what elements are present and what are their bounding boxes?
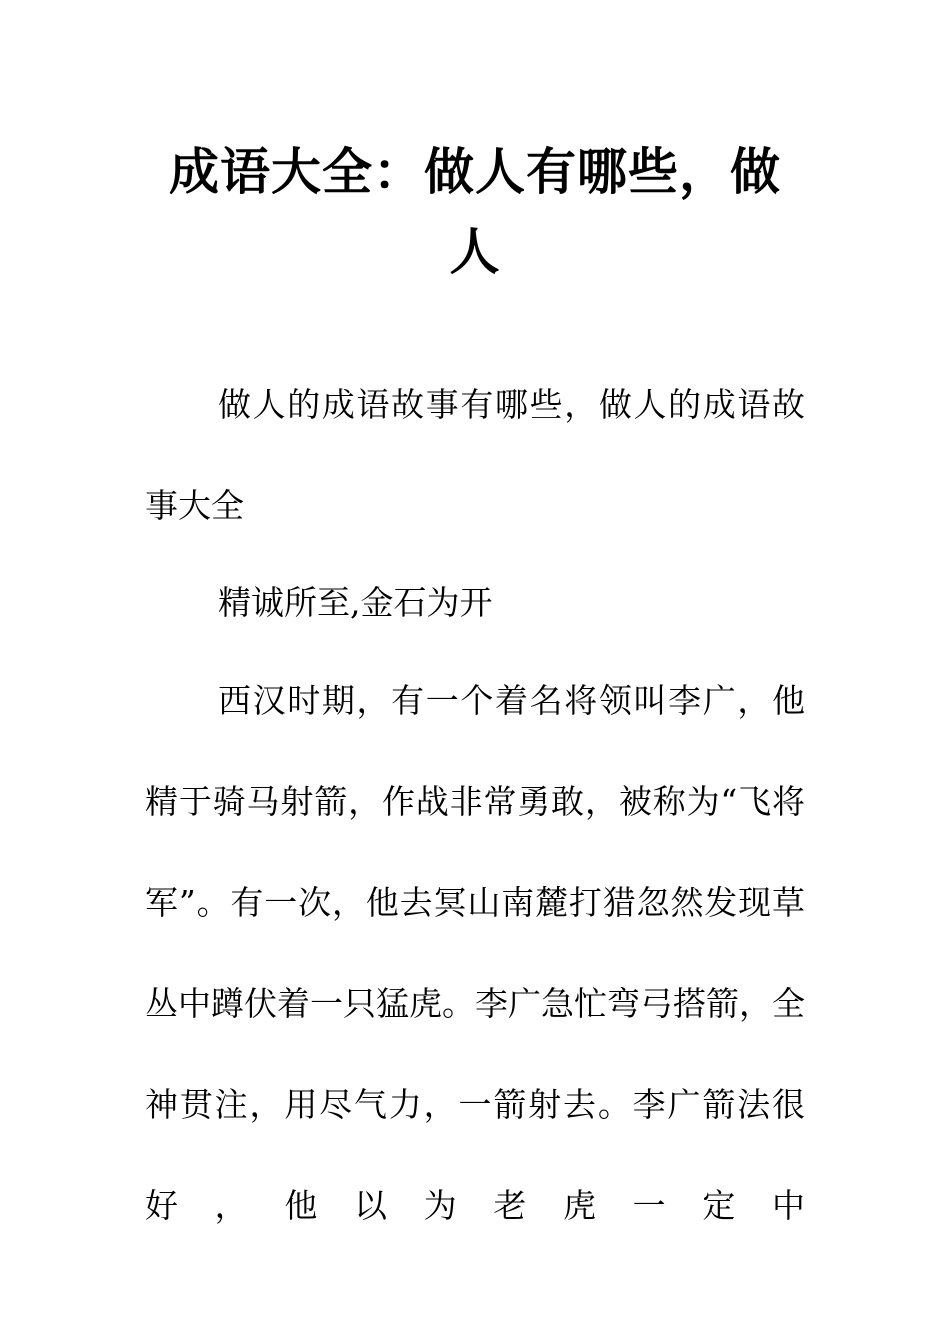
document-title: 成语大全：做人有哪些，做人 <box>169 142 781 281</box>
paragraph-idiom-heading: 精诚所至,金石为开 <box>218 583 493 622</box>
paragraph-story: 西汉时期，有一个着名将领叫李广，他精于骑马射箭，作战非常勇敢，被称为“飞将军”。有一次，他去冥山南麓打猎忽然发现草丛中蹲伏着一只猛虎。李广急忙弯弓搭箭，全神贯注，用尽气力，一箭射去。李广箭法很好，他以为老虎一定中 <box>145 681 805 1225</box>
paragraph-intro: 做人的成语故事有哪些，做人的成语故事大全 <box>145 385 805 525</box>
